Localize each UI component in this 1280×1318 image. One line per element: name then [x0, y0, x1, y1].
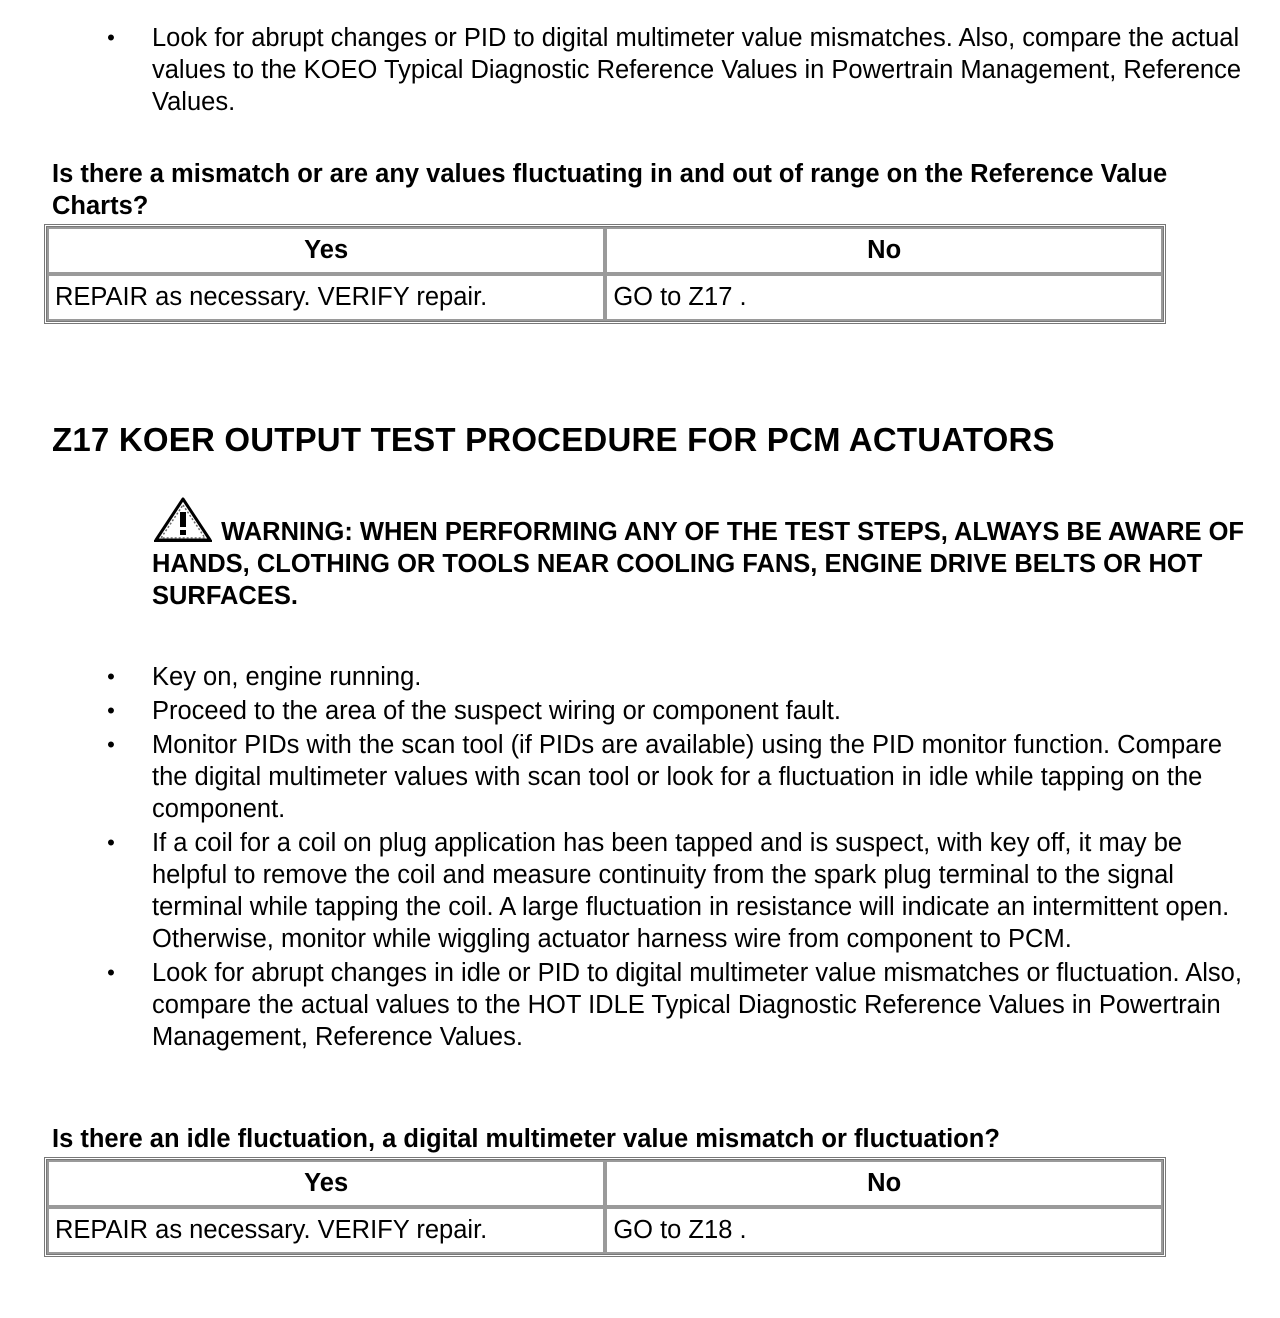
bullet-text: If a coil for a coil on plug application has been tapped and is suspect, with key off, it may be helpful to remove the coil and measure continuity from the spark plug terminal to the signal terminal while tapping the coil. A large fluctuation in resistance will indicate an intermittent open. Otherwise, monitor while wiggling actuator harness wire from component to PCM. — [152, 829, 1230, 953]
bullet-icon: • — [107, 732, 115, 757]
no-header: No — [605, 1160, 1163, 1207]
decision-table-2 — [44, 1157, 1166, 1257]
list-item — [0, 827, 1260, 955]
bullet-text: Proceed to the area of the suspect wiring or component fault. — [152, 697, 841, 725]
procedure-bullet-list — [0, 661, 1260, 1053]
table-row — [47, 1207, 1163, 1254]
warning-block — [152, 496, 1262, 612]
list-item — [0, 695, 1260, 727]
no-action: GO to Z18 . — [605, 1207, 1163, 1254]
bullet-icon: • — [107, 25, 115, 50]
list-item — [0, 957, 1260, 1053]
top-bullet-list — [0, 22, 1260, 118]
list-item — [0, 729, 1260, 825]
list-item — [0, 22, 1260, 118]
yes-action: REPAIR as necessary. VERIFY repair. — [47, 1207, 605, 1254]
table-header-row — [47, 1160, 1163, 1207]
bullet-text: Look for abrupt changes or PID to digital multimeter value mismatches. Also, compare the actual values to the KOEO Typical Diagnostic Reference Values in Powertrain Management, Reference Values. — [152, 24, 1242, 116]
warning-triangle-icon — [152, 496, 214, 544]
yes-action: REPAIR as necessary. VERIFY repair. — [47, 274, 605, 321]
yes-header: Yes — [47, 1160, 605, 1207]
no-action: GO to Z17 . — [605, 274, 1163, 321]
yes-header: Yes — [47, 227, 605, 274]
question-2: Is there an idle fluctuation, a digital multimeter value mismatch or fluctuation? — [52, 1125, 1000, 1153]
bullet-icon: • — [107, 830, 115, 855]
table-row — [47, 274, 1163, 321]
bullet-text: Key on, engine running. — [152, 663, 422, 691]
bullet-icon: • — [107, 698, 115, 723]
section-title: Z17 KOER OUTPUT TEST PROCEDURE FOR PCM ACTUATORS — [52, 421, 1055, 458]
bullet-icon: • — [107, 960, 115, 985]
no-header: No — [605, 227, 1163, 274]
bullet-text: Look for abrupt changes in idle or PID to digital multimeter value mismatches or fluctuation. Also, compare the actual values to the HOT IDLE Typical Diagnostic Reference Values in Powertrain Management, Reference Values. — [152, 959, 1242, 1051]
table-header-row — [47, 227, 1163, 274]
decision-table-1 — [44, 224, 1166, 324]
bullet-icon: • — [107, 664, 115, 689]
question-1: Is there a mismatch or are any values fluctuating in and out of range on the Reference Value Charts? — [52, 160, 1168, 220]
warning-text: WARNING: WHEN PERFORMING ANY OF THE TEST STEPS, ALWAYS BE AWARE OF HANDS, CLOTHING OR TOOLS NEAR COOLING FANS, ENGINE DRIVE BELTS OR HOT SURFACES. — [152, 518, 1244, 610]
bullet-text: Monitor PIDs with the scan tool (if PIDs are available) using the PID monitor function. Compare the digital multimeter values with scan tool or look for a fluctuation in idle while tapping on the component. — [152, 731, 1223, 823]
list-item — [0, 661, 1260, 693]
